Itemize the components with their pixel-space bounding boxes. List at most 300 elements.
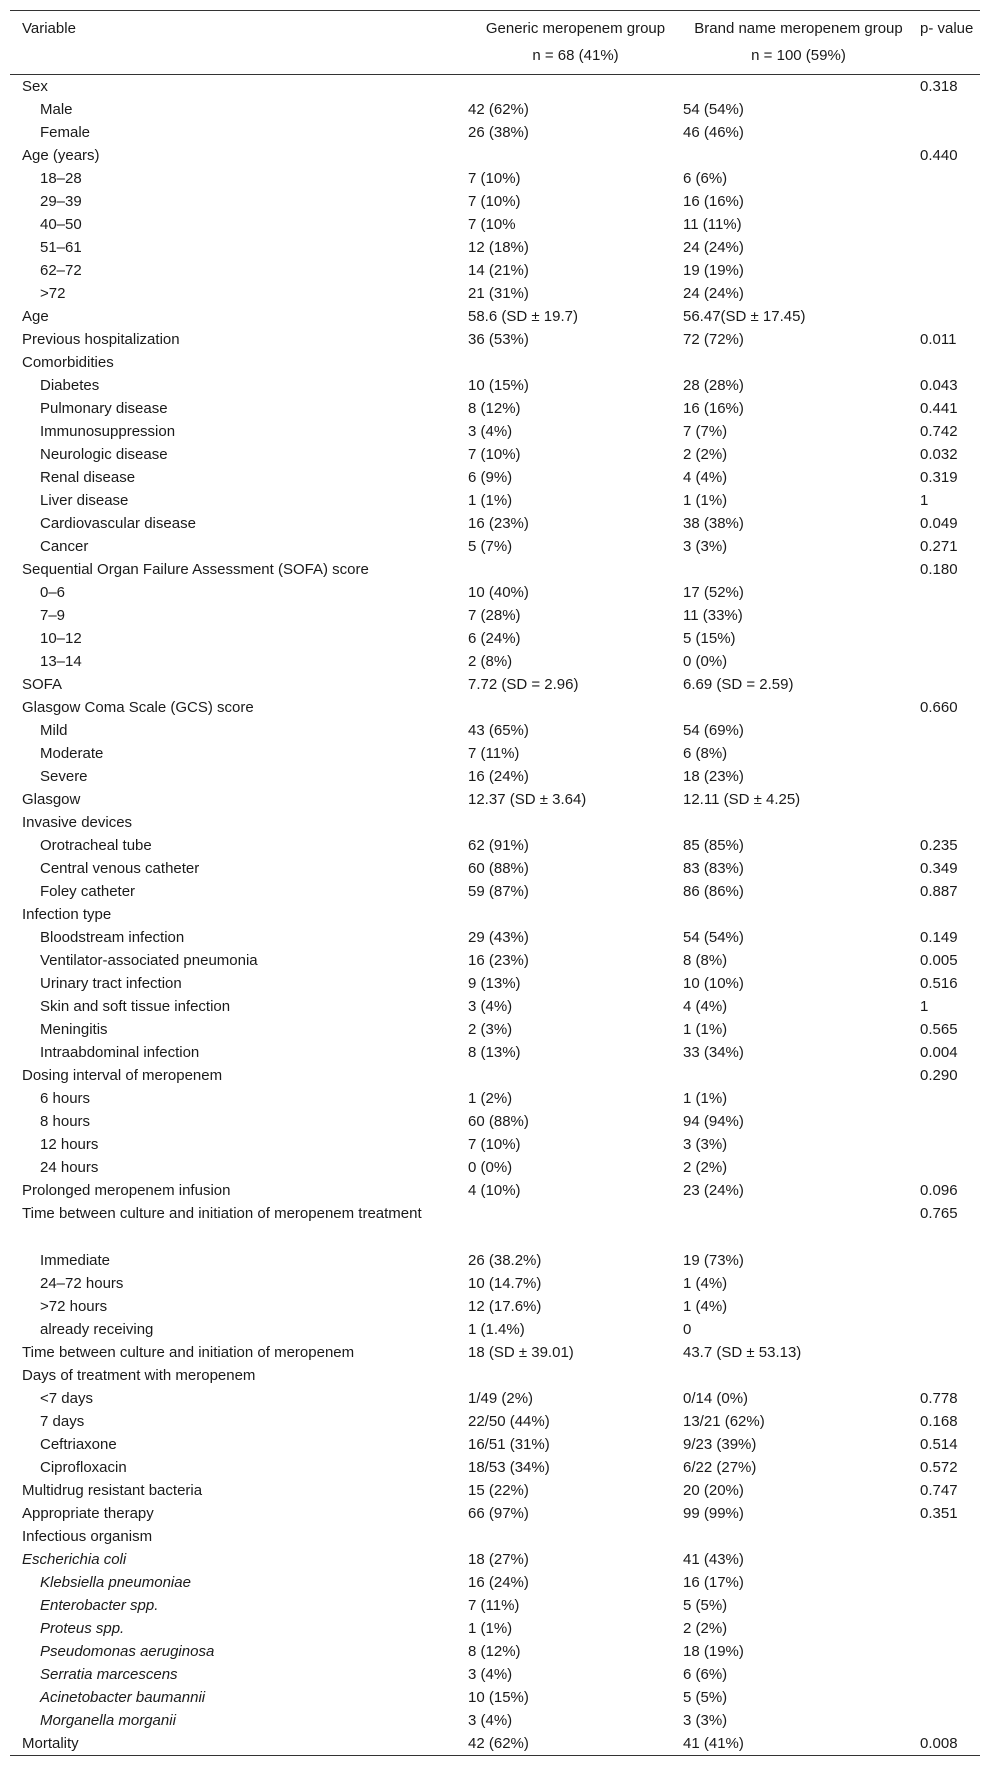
generic-value: 0 (0%) xyxy=(468,1159,513,1176)
p-value: 0.180 xyxy=(920,561,958,578)
brand-value: 12.11 (SD ± 4.25) xyxy=(683,791,801,808)
generic-value: 7 (10%) xyxy=(468,193,521,210)
brand-value: 7 (7%) xyxy=(683,423,728,440)
generic-value: 16/51 (31%) xyxy=(468,1436,550,1453)
table-row xyxy=(10,144,980,167)
p-value xyxy=(914,765,980,788)
row-label: <7 days xyxy=(40,1390,93,1407)
generic-value: 58.6 (SD ± 19.7) xyxy=(468,308,578,325)
header-spacer xyxy=(10,40,468,75)
table-row xyxy=(10,1295,980,1318)
p-value: 0.351 xyxy=(920,1505,958,1522)
row-label: Enterobacter spp. xyxy=(40,1597,159,1614)
generic-value: 36 (53%) xyxy=(468,331,529,348)
row-label: 40–50 xyxy=(40,216,82,233)
row-label: Foley catheter xyxy=(40,883,136,900)
table-row xyxy=(10,719,980,742)
p-value xyxy=(914,719,980,742)
generic-value: 10 (15%) xyxy=(468,377,529,394)
row-label: Acinetobacter baumannii xyxy=(40,1689,206,1706)
table-row xyxy=(10,512,980,535)
row-label: Renal disease xyxy=(40,469,136,486)
generic-value: 7 (10%) xyxy=(468,1136,521,1153)
generic-value: 66 (97%) xyxy=(468,1505,529,1522)
brand-value: 2 (2%) xyxy=(683,446,728,463)
p-value: 0.742 xyxy=(920,423,958,440)
p-value: 1 xyxy=(920,492,929,509)
p-value xyxy=(914,1110,980,1133)
table-row xyxy=(10,1272,980,1295)
header-generic-group: Generic meropenem group xyxy=(468,11,683,41)
row-label: Cardiovascular disease xyxy=(40,515,196,532)
generic-value: 26 (38.2%) xyxy=(468,1252,542,1269)
generic-value: 26 (38%) xyxy=(468,124,529,141)
p-value: 0.168 xyxy=(920,1413,958,1430)
brand-value: 4 (4%) xyxy=(683,469,728,486)
row-label: Serratia marcescens xyxy=(40,1666,178,1683)
brand-value: 19 (73%) xyxy=(683,1252,744,1269)
row-label: Previous hospitalization xyxy=(22,331,180,348)
header-brand-n: n = 100 (59%) xyxy=(683,40,914,75)
table-row xyxy=(10,765,980,788)
table-row xyxy=(10,650,980,673)
table-row xyxy=(10,1594,980,1617)
generic-value: 7 (10%) xyxy=(468,446,521,463)
table-row xyxy=(10,1156,980,1179)
header-p-value: p- value xyxy=(914,11,980,41)
row-label: 13–14 xyxy=(40,653,82,670)
generic-value: 2 (8%) xyxy=(468,653,513,670)
brand-value: 11 (33%) xyxy=(683,607,743,624)
generic-value: 16 (24%) xyxy=(468,768,529,785)
generic-value: 3 (4%) xyxy=(468,1666,513,1683)
table-row xyxy=(10,259,980,282)
row-label: Urinary tract infection xyxy=(40,975,182,992)
brand-value: 3 (3%) xyxy=(683,1136,728,1153)
table-row xyxy=(10,190,980,213)
row-label: Bloodstream infection xyxy=(40,929,185,946)
brand-value xyxy=(683,351,914,374)
p-value: 0.235 xyxy=(920,837,958,854)
brand-value: 16 (16%) xyxy=(683,400,744,417)
brand-value: 43.7 (SD ± 53.13) xyxy=(683,1344,802,1361)
row-label: 62–72 xyxy=(40,262,82,279)
brand-value xyxy=(683,811,914,834)
generic-value: 18 (SD ± 39.01) xyxy=(468,1344,574,1361)
p-value: 0.008 xyxy=(914,1732,980,1756)
p-value xyxy=(914,121,980,144)
p-value xyxy=(914,259,980,282)
row-label: 29–39 xyxy=(40,193,82,210)
generic-value: 1/49 (2%) xyxy=(468,1390,534,1407)
row-label: Pseudomonas aeruginosa xyxy=(40,1643,215,1660)
row-label: 18–28 xyxy=(40,170,82,187)
p-value: 1 xyxy=(920,998,929,1015)
row-label: Meningitis xyxy=(40,1021,108,1038)
p-value xyxy=(914,1594,980,1617)
brand-value xyxy=(683,1364,914,1387)
table-row xyxy=(10,213,980,236)
row-label: 8 hours xyxy=(40,1113,91,1130)
table-row xyxy=(10,75,980,99)
table-row xyxy=(10,1571,980,1594)
row-label: Moderate xyxy=(40,745,104,762)
generic-value: 7 (11%) xyxy=(468,1597,520,1614)
row-label: Intraabdominal infection xyxy=(40,1044,200,1061)
row-label: 7 days xyxy=(40,1413,85,1430)
p-value: 0.318 xyxy=(920,78,958,95)
generic-value: 7 (11%) xyxy=(468,745,520,762)
table-row xyxy=(10,1617,980,1640)
table-row xyxy=(10,121,980,144)
generic-value: 43 (65%) xyxy=(468,722,529,739)
row-label: Morganella morganii xyxy=(40,1712,176,1729)
brand-value: 86 (86%) xyxy=(683,883,744,900)
generic-value: 7.72 (SD = 2.96) xyxy=(468,676,579,693)
brand-value: 18 (19%) xyxy=(683,1643,744,1660)
table-row xyxy=(10,1410,980,1433)
p-value xyxy=(914,1318,980,1341)
generic-value: 3 (4%) xyxy=(468,998,513,1015)
p-value: 0.747 xyxy=(920,1482,958,1499)
p-value: 0.565 xyxy=(920,1021,958,1038)
brand-value: 85 (85%) xyxy=(683,837,744,854)
brand-value: 54 (54%) xyxy=(683,929,744,946)
p-value xyxy=(914,98,980,121)
p-value xyxy=(914,811,980,834)
brand-value: 11 (11%) xyxy=(683,216,742,233)
row-label: Prolonged meropenem infusion xyxy=(22,1182,231,1199)
table-row xyxy=(10,834,980,857)
row-label: Klebsiella pneumoniae xyxy=(40,1574,191,1591)
generic-value: 10 (14.7%) xyxy=(468,1275,542,1292)
brand-value: 0 (0%) xyxy=(683,653,728,670)
p-value xyxy=(914,1364,980,1387)
row-label: 0–6 xyxy=(40,584,66,601)
p-value: 0.271 xyxy=(920,538,958,555)
table-row xyxy=(10,995,980,1018)
brand-value: 24 (24%) xyxy=(683,285,744,302)
p-value: 0.440 xyxy=(920,147,958,164)
brand-value: 13/21 (62%) xyxy=(683,1413,765,1430)
brand-value: 1 (1%) xyxy=(683,1090,728,1107)
generic-value xyxy=(468,558,683,581)
table-row xyxy=(10,236,980,259)
brand-value xyxy=(683,144,914,167)
table-body xyxy=(10,75,980,1756)
generic-value: 8 (13%) xyxy=(468,1044,521,1061)
brand-value: 10 (10%) xyxy=(683,975,744,992)
row-label: >72 hours xyxy=(40,1298,108,1315)
table-row xyxy=(10,1133,980,1156)
generic-value: 60 (88%) xyxy=(468,1113,529,1130)
brand-value: 8 (8%) xyxy=(683,952,728,969)
p-value: 0.441 xyxy=(920,400,958,417)
table-row xyxy=(10,489,980,512)
table-row xyxy=(10,328,980,351)
row-label: Time between culture and initiation of meropenem treatment xyxy=(22,1205,422,1222)
table-row xyxy=(10,788,980,811)
generic-value: 42 (62%) xyxy=(468,101,529,118)
table-row xyxy=(10,558,980,581)
brand-value: 0 xyxy=(683,1321,692,1338)
row-label: Sequential Organ Failure Assessment (SOFA) score xyxy=(22,561,369,578)
brand-value: 46 (46%) xyxy=(683,124,744,141)
table-row xyxy=(10,581,980,604)
row-label: Mild xyxy=(40,722,68,739)
p-value: 0.572 xyxy=(920,1459,958,1476)
row-label: Immediate xyxy=(40,1252,111,1269)
brand-value: 56.47(SD ± 17.45) xyxy=(683,308,806,325)
table-row xyxy=(10,1087,980,1110)
header-brand-group: Brand name meropenem group xyxy=(683,11,914,41)
brand-value: 4 (4%) xyxy=(683,998,728,1015)
table-row xyxy=(10,305,980,328)
brand-value: 16 (17%) xyxy=(683,1574,744,1591)
row-label: Sex xyxy=(22,78,48,95)
generic-value xyxy=(468,696,683,719)
brand-value: 6 (6%) xyxy=(683,170,728,187)
brand-value xyxy=(683,558,914,581)
table-row xyxy=(10,1456,980,1479)
generic-value: 8 (12%) xyxy=(468,400,521,417)
table-row xyxy=(10,1433,980,1456)
p-value xyxy=(914,1295,980,1318)
brand-value: 5 (15%) xyxy=(683,630,736,647)
generic-value: 9 (13%) xyxy=(468,975,521,992)
table-row xyxy=(10,1525,980,1548)
brand-value: 18 (23%) xyxy=(683,768,744,785)
generic-value: 1 (1.4%) xyxy=(468,1321,525,1338)
table-row xyxy=(10,604,980,627)
table-row xyxy=(10,167,980,190)
table-row xyxy=(10,1179,980,1202)
p-value xyxy=(914,581,980,604)
p-value: 0.004 xyxy=(920,1044,958,1061)
p-value xyxy=(914,282,980,305)
table-row xyxy=(10,420,980,443)
table-row xyxy=(10,1364,980,1387)
row-label: 51–61 xyxy=(40,239,82,256)
generic-value: 29 (43%) xyxy=(468,929,529,946)
table-row xyxy=(10,926,980,949)
table-row xyxy=(10,903,980,926)
generic-value: 21 (31%) xyxy=(468,285,529,302)
generic-value: 16 (23%) xyxy=(468,515,529,532)
row-label: Infectious organism xyxy=(22,1528,153,1545)
generic-value: 5 (7%) xyxy=(468,538,513,555)
brand-value: 0/14 (0%) xyxy=(683,1390,749,1407)
row-label: Appropriate therapy xyxy=(22,1505,154,1522)
brand-value: 5 (5%) xyxy=(683,1689,728,1706)
row-label: Diabetes xyxy=(40,377,100,394)
table-row xyxy=(10,1041,980,1064)
generic-value: 59 (87%) xyxy=(468,883,529,900)
generic-value: 42 (62%) xyxy=(468,1732,683,1756)
generic-value: 22/50 (44%) xyxy=(468,1413,550,1430)
row-label: Time between culture and initiation of meropenem xyxy=(22,1344,355,1361)
generic-value: 3 (4%) xyxy=(468,423,513,440)
generic-value xyxy=(468,1525,683,1548)
brand-value: 72 (72%) xyxy=(683,331,744,348)
row-label: Liver disease xyxy=(40,492,129,509)
row-label: Ventilator-associated pneumonia xyxy=(40,952,258,969)
p-value xyxy=(914,1133,980,1156)
generic-value: 16 (23%) xyxy=(468,952,529,969)
row-label: Infection type xyxy=(22,906,112,923)
p-value: 0.043 xyxy=(920,377,958,394)
table-row xyxy=(10,1110,980,1133)
row-label: already receiving xyxy=(40,1321,154,1338)
brand-value: 19 (19%) xyxy=(683,262,744,279)
p-value xyxy=(914,1571,980,1594)
table-row xyxy=(10,443,980,466)
brand-value: 16 (16%) xyxy=(683,193,744,210)
p-value xyxy=(914,1525,980,1548)
header-variable: Variable xyxy=(10,11,468,41)
brand-value: 41 (43%) xyxy=(683,1551,744,1568)
p-value: 0.349 xyxy=(920,860,958,877)
p-value: 0.514 xyxy=(920,1436,958,1453)
generic-value: 1 (1%) xyxy=(468,1620,513,1637)
row-label: 24–72 hours xyxy=(40,1275,124,1292)
table-row xyxy=(10,1709,980,1732)
generic-value: 14 (21%) xyxy=(468,262,529,279)
generic-value: 12.37 (SD ± 3.64) xyxy=(468,791,587,808)
brand-value: 54 (69%) xyxy=(683,722,744,739)
brand-value: 3 (3%) xyxy=(683,538,728,555)
p-value xyxy=(914,1617,980,1640)
header-spacer xyxy=(914,40,980,75)
row-label: Comorbidities xyxy=(22,354,114,371)
p-value xyxy=(914,650,980,673)
brand-value: 6/22 (27%) xyxy=(683,1459,757,1476)
table-row xyxy=(10,949,980,972)
brand-value: 9/23 (39%) xyxy=(683,1436,757,1453)
p-value xyxy=(914,1548,980,1571)
row-label: Pulmonary disease xyxy=(40,400,168,417)
brand-value: 5 (5%) xyxy=(683,1597,728,1614)
generic-value: 18 (27%) xyxy=(468,1551,529,1568)
table-row xyxy=(10,535,980,558)
p-value xyxy=(914,627,980,650)
p-value: 0.011 xyxy=(920,331,957,348)
brand-value: 83 (83%) xyxy=(683,860,744,877)
row-label: Ciprofloxacin xyxy=(40,1459,127,1476)
generic-value: 6 (24%) xyxy=(468,630,521,647)
generic-value: 60 (88%) xyxy=(468,860,529,877)
row-label: Female xyxy=(40,124,91,141)
generic-value: 12 (18%) xyxy=(468,239,529,256)
table-row xyxy=(10,1732,980,1756)
row-label: Glasgow xyxy=(22,791,81,808)
brand-value xyxy=(683,1525,914,1548)
p-value xyxy=(914,1249,980,1272)
p-value: 0.149 xyxy=(920,929,958,946)
row-label: Central venous catheter xyxy=(40,860,200,877)
table-row xyxy=(10,1640,980,1663)
p-value xyxy=(914,236,980,259)
comparison-table xyxy=(10,10,980,1756)
generic-value xyxy=(468,1364,683,1387)
row-label: Dosing interval of meropenem xyxy=(22,1067,223,1084)
p-value xyxy=(914,1272,980,1295)
table-row xyxy=(10,397,980,420)
generic-value xyxy=(468,144,683,167)
brand-value: 28 (28%) xyxy=(683,377,744,394)
table-row xyxy=(10,1686,980,1709)
table-row xyxy=(10,374,980,397)
p-value xyxy=(914,673,980,696)
row-label: Age xyxy=(22,308,49,325)
row-label: Orotracheal tube xyxy=(40,837,152,854)
table-row xyxy=(10,1064,980,1087)
generic-value: 7 (10%) xyxy=(468,170,521,187)
brand-value: 1 (1%) xyxy=(683,1021,728,1038)
generic-value: 1 (1%) xyxy=(468,492,513,509)
row-label: Neurologic disease xyxy=(40,446,168,463)
brand-value: 20 (20%) xyxy=(683,1482,744,1499)
brand-value: 1 (1%) xyxy=(683,492,728,509)
generic-value xyxy=(468,75,683,99)
table-row xyxy=(10,1663,980,1686)
table-row xyxy=(10,351,980,374)
table-header xyxy=(10,11,980,75)
table-row xyxy=(10,673,980,696)
row-label: Severe xyxy=(40,768,88,785)
generic-value: 10 (40%) xyxy=(468,584,529,601)
brand-value: 23 (24%) xyxy=(683,1182,744,1199)
p-value: 0.096 xyxy=(920,1182,958,1199)
p-value xyxy=(914,167,980,190)
brand-value: 6.69 (SD = 2.59) xyxy=(683,676,794,693)
brand-value: 2 (2%) xyxy=(683,1620,728,1637)
brand-value: 99 (99%) xyxy=(683,1505,744,1522)
p-value: 0.778 xyxy=(920,1390,958,1407)
row-label: Age (years) xyxy=(22,147,100,164)
row-label: 10–12 xyxy=(40,630,82,647)
generic-value: 7 (10% xyxy=(468,216,516,233)
generic-value: 16 (24%) xyxy=(468,1574,529,1591)
brand-value: 38 (38%) xyxy=(683,515,744,532)
table-row xyxy=(10,1318,980,1341)
row-label: Glasgow Coma Scale (GCS) score xyxy=(22,699,254,716)
row-label: >72 xyxy=(40,285,66,302)
table-row xyxy=(10,1018,980,1041)
p-value xyxy=(914,742,980,765)
row-label: Ceftriaxone xyxy=(40,1436,117,1453)
brand-value xyxy=(683,1202,914,1249)
p-value xyxy=(914,1709,980,1732)
p-value xyxy=(914,1341,980,1364)
table-row xyxy=(10,466,980,489)
row-label: Cancer xyxy=(40,538,89,555)
table-row xyxy=(10,98,980,121)
table-row xyxy=(10,282,980,305)
brand-value: 41 (41%) xyxy=(683,1732,914,1756)
generic-value: 7 (28%) xyxy=(468,607,521,624)
generic-value xyxy=(468,1202,683,1249)
generic-value xyxy=(468,1064,683,1087)
p-value: 0.660 xyxy=(920,699,958,716)
generic-value: 62 (91%) xyxy=(468,837,529,854)
p-value: 0.005 xyxy=(920,952,958,969)
table-row xyxy=(10,1202,980,1249)
row-label: Invasive devices xyxy=(22,814,133,831)
brand-value: 3 (3%) xyxy=(683,1712,728,1729)
p-value xyxy=(914,1156,980,1179)
p-value xyxy=(914,190,980,213)
